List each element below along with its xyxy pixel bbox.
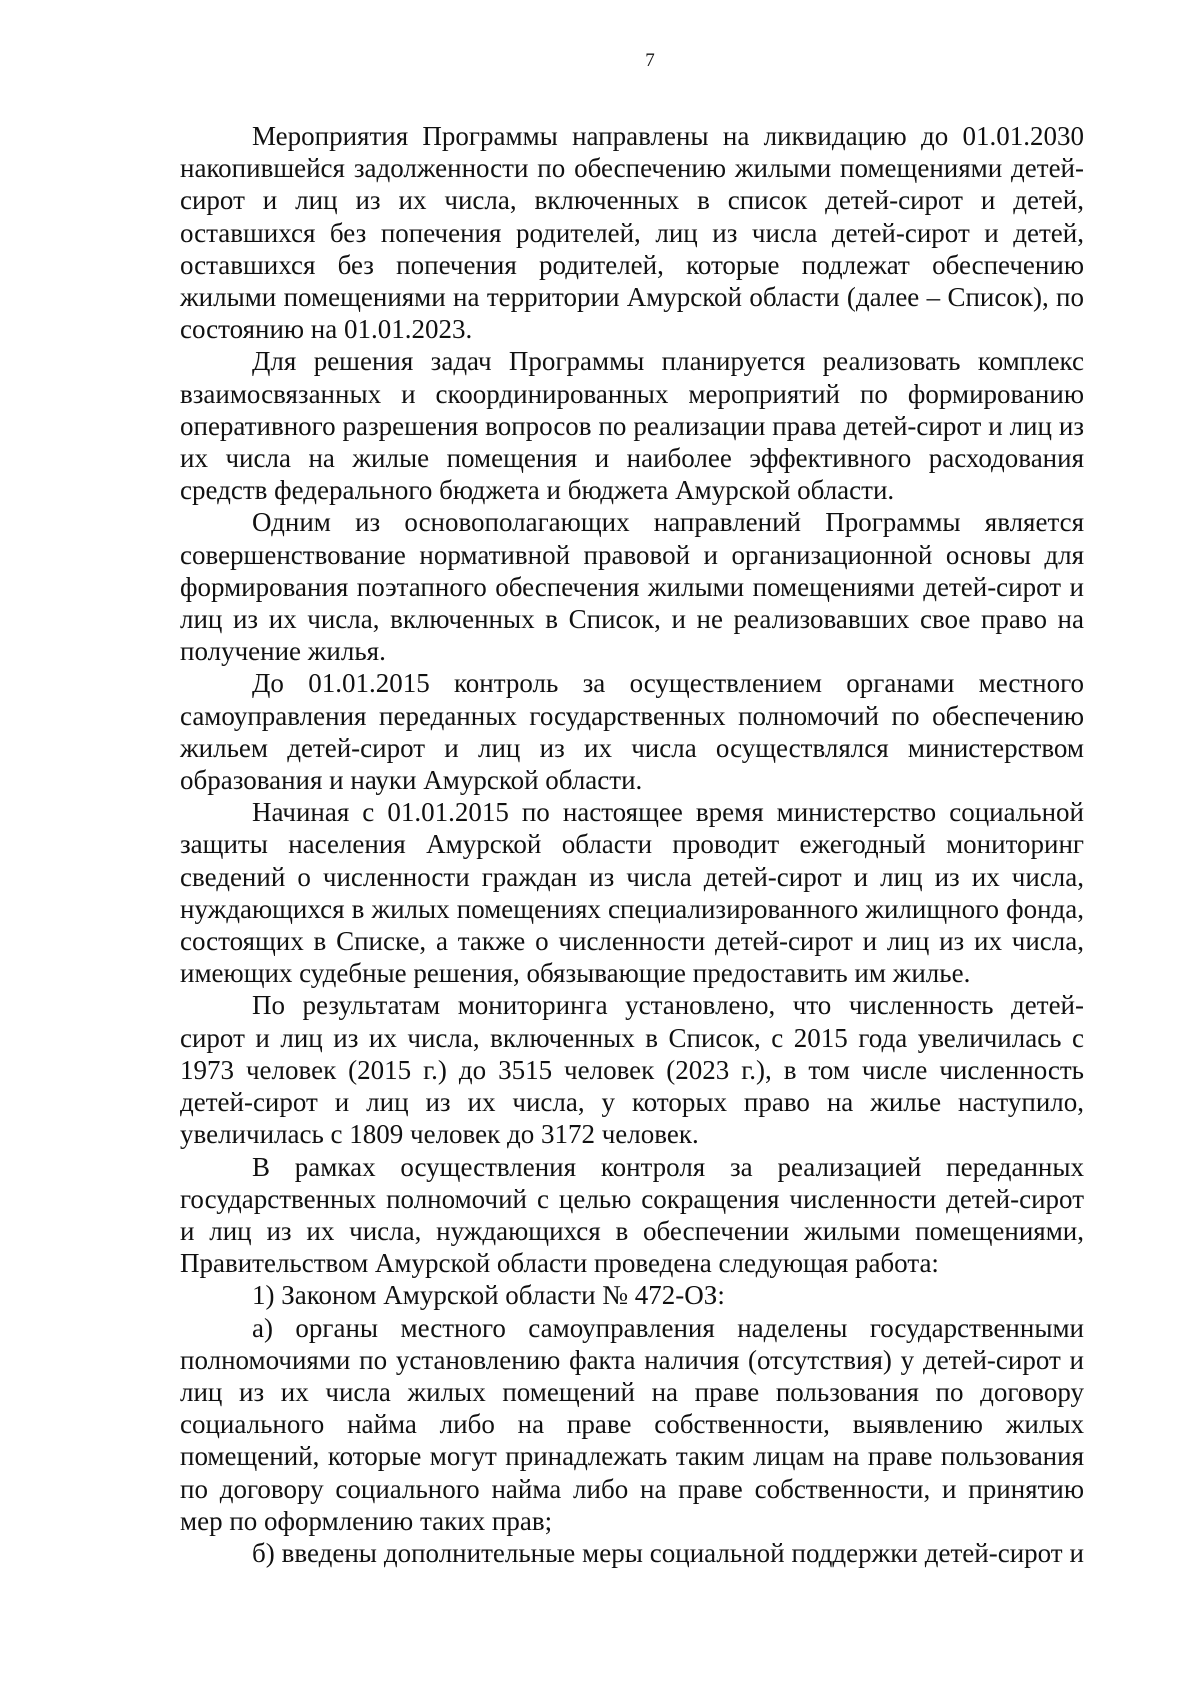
paragraph-control-before-2015: До 01.01.2015 контроль за осуществлением органами местного самоуправления переданных государственных полномочий по обеспечению жильем детей-сирот и лиц из их числа осуществлялся министерством образования и науки Амурской области. [180,668,1084,796]
paragraph-monitoring-results: По результатам мониторинга установлено, что численность детей-сирот и лиц из их числа, включенных в Список, с 2015 года увеличилась с 1973 человек (2015 г.) до 3515 человек (2023 г.), в том числе численность детей-сирот и лиц из их числа, у которых право на жилье наступило, увеличилась с 1809 человек до 3172 человек. [180,990,1084,1150]
list-subitem-a: а) органы местного самоуправления наделены государственными полномочиями по установлению факта наличия (отсутствия) у детей-сирот и лиц из их числа жилых помещений на праве пользования по договору социального найма либо на праве собственности, выявлению жилых помещений, которые могут принадлежать таким лицам на праве пользования по договору социального найма либо на праве собственности, и принятию мер по оформлению таких прав; [180,1312,1084,1536]
paragraph-program-goal: Мероприятия Программы направлены на ликвидацию до 01.01.2030 накопившейся задолженности по обеспечению жилыми помещениями детей-сирот и лиц из их числа, включенных в список детей-сирот и детей, оставшихся без попечения родителей, лиц из числа детей-сирот и детей, оставшихся без попечения родителей, которые подлежат обеспечению жилыми помещениями на территории Амурской области (далее – Список), по состоянию на 01.01.2023. [180,121,1084,345]
paragraph-tasks: Для решения задач Программы планируется реализовать комплекс взаимосвязанных и скоординированных мероприятий по формированию оперативного разрешения вопросов по реализации права детей-сирот и лиц из их числа на жилые помещения и наиболее эффективного расходования средств федерального бюджета и бюджета Амурской области. [180,346,1084,506]
list-subitem-b: б) введены дополнительные меры социальной поддержки детей-сирот и [252,1537,1084,1568]
page-number: 7 [645,50,655,71]
paragraph-monitoring: Начиная с 01.01.2015 по настоящее время министерство социальной защиты населения Амурской области проводит ежегодный мониторинг сведений о численности граждан из числа детей-сирот и лиц из их числа, нуждающихся в жилых помещениях специализированного жилищного фонда, состоящих в Списке, а также о численности детей-сирот и лиц из их числа, имеющих судебные решения, обязывающие предоставить им жилье. [180,797,1084,989]
document-body [180,120,1084,1569]
list-item-law: 1) Законом Амурской области № 472-ОЗ: [252,1280,725,1311]
paragraph-main-direction: Одним из основополагающих направлений Программы является совершенствование нормативной правовой и организационной основы для формирования поэтапного обеспечения жилыми помещениями детей-сирот и лиц из их числа, включенных в Список, и не реализовавших свое право на получение жилья. [180,507,1084,667]
paragraph-work-done: В рамках осуществления контроля за реализацией переданных государственных полномочий с целью сокращения численности детей-сирот и лиц из их числа, нуждающихся в обеспечении жилыми помещениями, Правительством Амурской области проведена следующая работа: [180,1151,1084,1279]
